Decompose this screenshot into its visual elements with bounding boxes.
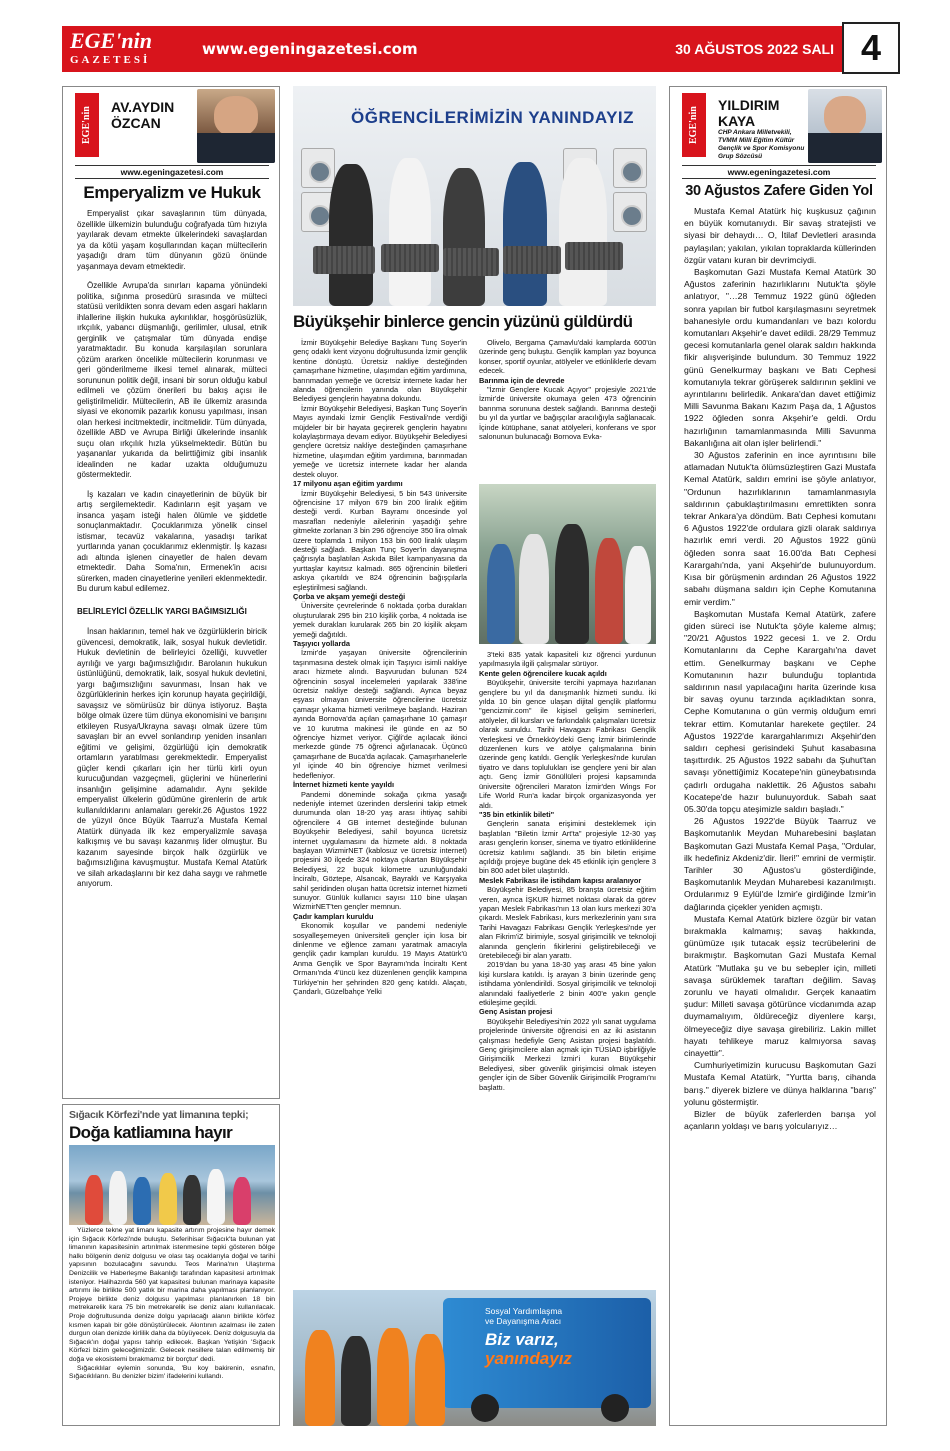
author-name-line1: YILDIRIM [718, 97, 780, 113]
students-laundry-photo [293, 86, 656, 306]
masthead [62, 26, 900, 72]
student [503, 162, 547, 306]
column-logo: EGE'nin GAZETESİ [682, 93, 706, 157]
main-article-col2-bottom [479, 650, 656, 1286]
paragraph: İş kazaları ve kadın cinayetlerinin de büyük bir artış sergilemektedir. Kadınların eşit yaşam ve insanca yaşam isteği halen ölümle ve şiddetle sonuçlanmaktadır. Çocuklarımıza yönelik cinsel istismar, tecavüz vakalarına, yasadışı tarikat yurtlarında yanan çocuklarımız eklenmiştir. İş kazası adı altında işlenen cinayetler de halen devam etmektedir. Daha Soma'nın, Ermenek'in acısı sürerken, maden cinayetlerine yenileri eklenmektedir. Bu durum kabul edilemez. [77, 489, 267, 593]
site-url[interactable]: www.egeningazetesi.com [202, 40, 418, 58]
section-subhead: Genç Asistan projesi [479, 1007, 553, 1017]
student [443, 168, 485, 306]
section-subhead: Barınma için de devrede [479, 375, 565, 385]
author-title: CHP Ankara Milletvekili, TVMM Milli Eğitim Kültür Gençlik ve Spor Komisyonu Grup Sözcüsü [718, 129, 805, 160]
author-photo [197, 89, 275, 163]
author-name [718, 97, 779, 129]
students-meeting-photo [479, 484, 656, 644]
section-subhead: Taşıyıcı yollarda [293, 639, 350, 648]
story-title: Doğa katliamına hayır [69, 1123, 233, 1142]
section-subhead: "35 bin etkinlik bileti" [479, 809, 555, 819]
photo-banner: ÖĞRENCİLERİMİZİN YANINDAYIZ [351, 108, 635, 127]
issue-date: 30 AĞUSTOS 2022 SALI [675, 41, 834, 57]
story-body [69, 1227, 275, 1382]
paragraph: İzmir'de yaşayan üniversite öğrencilerinin taşınmasına destek olmak için Taşıyıcı isimli nakliye aracı hizmete alındı. Başvurudan bulunan 524 öğrencinin sosyal incelemeleri yapılarak 338'ine ücretsiz nakliye desteği sağlandı. Ayrıca beyaz eşyası olmayan üniversite öğrencilerine ücretsiz çamaşır yıkama hizmeti verilmeye başlandı. Haziran ayında Bornova'da açılan çamaşırhane 10 çamaşır ve 10 kurutma makinesi ile günde en az 50 öğrenciye hizmet veriyor. Çiğli'de açılacak ikinci merkezde günde 75 öğrenci ağırlanacak. Üçüncü çamaşırhane de Buca'da açılacak. Çamaşırhanelerle yıl içinde 40 bin öğrenciye hizmet verilmesi hedefleniyor. [293, 648, 467, 780]
paragraph: Yüzlerce tekne yat limanı kapasite artırım projesine hayır demek için Sığacık Körfezi'nde buluştu. Seferihisar Sığacık'ta bulunan yat limanının kapasitesinin artırılmak istenmesine tepki gösteren bölge halkı bölgenin deniz dolgusu ve olası taş ocaklarıyla doğal ve tarihi yapısının bozulacağını savundu. Teos Marina'nın Ulaştırma Denizcilik ve Haberleşme Bakanlığı tarafından kapasitesi artırılmak isteniyor. Halihazırda 560 yat kapasitesi bulunan marinaya kapasite artırımı ile birlikte 500 yatlık bir marina daha yapılması planlanıyor. Projeye birlikte deniz dolgusu yapılması planlanırken 18 bin metrekarelik kara 75 bin metrekarelik ise deniz alanı kullanılacak. Proje doğrultusunda denize dolgu yapılacağı alanın birlikte körfez kısmen kapalı bir göle dönüştürülecek. Akıntının azalması ile zaten durgun olan denizde kirlilik daha da büyüyecek. Deniz dolgusuyla da Sığacık'ın doğal yapısı tahrip edilecek. Başkan Yetişkin 'Sığacık Körfezi bizim geleceğimizdir. Gelecek nesillere talan edilmemiş bir doğa ve ekosistemi bırakmamız bir borçtur' dedi. [69, 1227, 275, 1363]
story-kicker: Sığacık Körfezi'nde yat limanına tepki; [69, 1109, 249, 1121]
paragraph: 26 Ağustos 1922'de Büyük Taarruz ve Başkomutanlık Meydan Muharebesini başlatan Başkomutan Gazi Mustafa Kemal Paşa, "Ordular, ilk hedefiniz Akdeniz'dir. İleri!" emrini de vermiştir. Tarihler 30 Ağustos'u gösterdiğinde, Başkomutanlık Meydan Muharebesi kazanılmıştı. Ordularımız 9 Eylül'de İzmir'e girdiğinde İzmir'in dağlarında çiçekler yeniden açmıştı. [684, 816, 876, 912]
section-subhead: Çadır kampları kuruldu [293, 911, 374, 921]
newspaper-logo [62, 26, 172, 72]
paragraph: Mustafa Kemal Atatürk bizlere özgür bir vatan bırakmakla kalmamış; savaş hakkında, günümüze ışık tutacak eşsiz tecrübelerini de bırakmıştır. Başkomutan Gazi Mustafa Kemal Atatürk "Mutlaka şu ve bu sebepler için, milleti savaşa sürüklemek taraftarı değilim. Savaş zorunlu ve hayati olmalıdır. Gerçek kanaatim şudur: Milleti savaşa götürünce vicdanımda azap duymamalıyım, öldüreceğiz diyenlere karşı, ölmeyeceğiz diye savaşa girebiliriz. Lakin millet hayatı tehlikeye maruz kalmıyorsa savaş cinayettir". [684, 913, 876, 1059]
article-title: Emperyalizm ve Hukuk [83, 183, 261, 202]
left-column-article [62, 86, 280, 1099]
author-photo [808, 89, 882, 163]
section-subhead: 17 milyonu aşan eğitim yardımı [293, 479, 403, 489]
paragraph: Büyükşehir Belediyesi, 85 branşta ücretsiz eğitim veren, ayrıca İŞKUR hizmet noktası olarak da görev yapan Meslek Fabrikası'nın 13 olan kurs merkezi 30'a çıkardı. Meslek Fabrikası, kurs merkezlerinin yanı sıra Tarihi Havagazı Fabrikası Gençlik Yerleşkesi'nde yer alan Fikrim'iZ birimiyle, sosyal girişimcilik ve teknoloji alanında gençlerin fikirlerini geliştirebileceği ve üretebileceği bir alan yarattı. [479, 885, 656, 960]
paragraph: Üniversite çevrelerinde 6 noktada çorba durakları oluşturularak 295 bin 210 kişilik çorba, 4 noktada ise yemek durakları kurularak 265 bin 20 kişilik akşam yemeği dağıtıldı. [293, 601, 467, 639]
van-label: Sosyal Yardımlaşma ve Dayanışma Aracı [485, 1306, 563, 1326]
paragraph: İzmir Büyükşehir Belediyesi, 5 bin 543 üniversite öğrencisine 17 milyon 679 bin 200 liralık eğitim desteği verdi. Kurban Bayramı öncesinde yol masrafları nedeniyle ailelerinin yaşadığı şehre gitmekte zorlanan 3 bin 296 öğrenciye 350 lira olmak üzere toplamda 1 milyon 153 bin 600 liralık ulaşım desteği sağladı. Başkan Tunç Soyer'in dayanışma çağrısıyla başlatılan Askıda Bilet kampanyasına da yurttaşlar kayıtsız kalmadı. 865 öğrencinin biletleri askıya çıkartıldı ve 824 öğrencinin bağışçılarla eşleştirilmesi sağlandı. [293, 488, 467, 592]
author-name [111, 99, 174, 131]
paragraph: 30 Ağustos zaferinin en ince ayrıntısını bile atlamadan Nutuk'ta ölümsüzleştiren Gazi Mustafa Kemal Atatürk, saldırı emrini ise şöyle anlatıyor, "Ordunun hazırlıklarının tamamlanmasıyla saldırının çabuklaştırılmasını emrettikten sonra tekrar Ankara'ya döndüm. Batı Cephesi komutanı 6 Ağustos 1922'de ordulara gizli olarak saldırıya hazırlık emri verdi. 20 Ağustos 1922 günü öğleden sonra saat 16.00'da Batı Cephesi Karargahı'nda, yani Akşehir'de bulunuyordum. Kısa bir görüşmenin ardından 26 Ağustos 1922 sabahı düşmana saldırı için Cephe Komutanına emir verdim." [684, 450, 876, 607]
paragraph: Cumhuriyetimizin kurucusu Başkomutan Gazi Mustafa Kemal Atatürk, "Yurtta barış, cihanda barış." diyerek bizlere ve dünya halklarına "barış" yolunu göstermiştir. [684, 1060, 876, 1107]
paragraph: Sığacıklılar eylemin sonunda, 'Bu koy bakirenin, esnafın, Sığacıklıların. Bu denizler bizim' ifadelerini kullandı. [69, 1364, 275, 1381]
main-article-col1 [293, 338, 467, 1288]
right-column-article [669, 86, 887, 1426]
paragraph: Başkomutan Gazi Mustafa Kemal Atatürk 30 Ağustos zaferinin hazırlıklarını Nutuk'ta şöyle anlatıyor, "…28 Temmuz 1922 günü öğleden sonra yapılan bir futbol karşılaşmasını seyretmek bahanesiyle ordu kumandanları ve bazı kolordu komutanları Akşehir'e davet edildi. 28/29 Temmuz gecesi komutanlarla genel olarak saldırı hakkında fikir alışverişinde bulundum. 30 Temmuz 1922 günü Genelkurmay başkanı ve Batı Cephesi komutanıyla tekrar görüşerek saldırının şeklini ve ayrıntılarını belirledik. Ankara'dan davet ettiğimiz Milli Savunma Bakanı Kazım Paşa da, 1 Ağustos 1922 öğleden sonra Akşehir'e geldi. Ordu hazırlığının tamamlanmasında Milli Savunma Bakanlığına ait olan işler belirlendi." [684, 267, 876, 448]
paragraph: 3'teki 835 yatak kapasiteli kız öğrenci yurdunun yapılmasıyla ilgili çalışmalar sürüyor. [479, 650, 656, 669]
protest-photo [69, 1145, 275, 1225]
column-logo: EGE'nin GAZETESİ [75, 93, 99, 157]
author-name-line1: AV.AYDIN [111, 99, 175, 115]
section-subhead: Meslek Fabrikası ile istihdam kapısı aralanıyor [479, 875, 642, 885]
author-name-line2: ÖZCAN [111, 115, 161, 131]
paragraph: İnsan haklarının, temel hak ve özgürlüklerin biricik güvencesi, demokratik, laik, sosyal hukuk devletidir. Hukuk devletinin de belirleyici özelliği, kuvvetler ayrılığı ve yargı bağımsızlığıdır. Barolanın hukukun üstünlüğünü, demokratik, laik, sosyal hukuk devletini, yargı bağımsızlığını savunması, İnsan hak ve özgürlüklerinin herkes için korunup hayata geçirildiği, savaşsız ve sömürüsüz bir dünya istiyoruz. Başta bölge olmak üzere tüm dünya ekonomisini ve barışını etkileyen Rusya/Ukrayna savaşı olmak üzere tüm savaşları bir an evvel sonlandırıp yeniden insanları eğitimi ve gelişimi, özgürlüğü için demokratik ortamların yaratılması gerekmektedir. Emperyalist güçler kendi çıkarları için her türlü kirli oyun kurucuğundan vazgeçmeli, güçlerini ve hünerlerini insanlığın gelişimine adamalıdır. Aynı şekilde emperyalist ülkelerin güdümüne girenlerin de artık kullanıldıklarını anlamaları gerekir.26 Ağustos 1922 de yüzyıl önce Büyük Taarruz'a Mustafa Kemal Atatürk dünyada ilk kez emperyalizmle savaşa kalkışmış ve bu savaşı kazanmış lider olmuştur. Bu kazanım sayesinde birçok halk özgürlük ve bağımsızlığına kavuşmuştur. Mustafa Kemal Atatürk ve silah arkadaşlarını bir kez daha saygı ve rahmetle anıyorum. [77, 627, 267, 888]
paragraph: İzmir Büyükşehir Belediye Başkanı Tunç Soyer'in genç odaklı kent vizyonu doğrultusunda İzmir gençlik kentine dönüştü. Ücretsiz nakliye desteğinden çamaşırhane hizmetine, ulaşımdan eğitim yardımına, barınmadan yemeğe ve ücretsiz internete kadar her alanda öğrencilerin yanında olan Büyükşehir Belediyesi gençlerin hayatına dokundu. [293, 338, 467, 404]
paragraph: Olivelo, Bergama Çamavlu'daki kamplarda 600'ün üzerinde genç buluştu. Gençlik kampları yaz boyunca konser, sportif oyunlar, atölyeler ve etkinliklerle devam edecek. [479, 338, 656, 376]
van-slogan: Biz varız, yanındayız [485, 1330, 572, 1368]
bottom-left-story [62, 1104, 280, 1426]
paragraph: Büyükşehir Belediyesi'nin 2022 yılı sanat uygulama projelerinde üniversite öğrencisi en az iki asistanın çalışması hedefiyle Genç Asistan projesi başlatıldı. Genç girişimcilere alan açmak için TÜSİAD işbirliğiyle Girişimcilik Merkezi İzmir'i kuran Büyükşehir Belediyesi, siber güvenlik girişimcisi olmak isteyen gençler için de Siber Güvenlik Girişimcilik Programı'nı başlattı. [479, 1016, 656, 1092]
logo-subtext: GAZETESİ [70, 54, 151, 66]
web-address: www.egeningazetesi.com [682, 165, 876, 179]
van-photo [293, 1290, 656, 1426]
van-wheel [471, 1394, 499, 1422]
section-subhead: Kente gelen öğrencilere kucak açıldı [479, 668, 607, 678]
section-subhead: Çorba ve akşam yemeği desteği [293, 591, 406, 601]
article-body [77, 209, 267, 899]
van-wheel [601, 1394, 629, 1422]
paragraph: Başkomutan Mustafa Kemal Atatürk, zafere giden süreci ise Nutuk'ta şöyle kaleme almış; "20/21 Ağustos 1922 gecesi 1. ve 2. Ordu Komutanlarını da Cephe Karargahı'na davet ettim. Genelkurmay başkanı ve Cephe Komutanının hazır bulunduğu toplantıda saldırının nasıl yapılacağını harita üzerinde kısa bir savaş oyunu tarzında açıkladıktan sonra, Cephe Komutanına o gün vermiş olduğum emri tekrar ettim. Komutanlar harekete geçtiler. 24 Ağustos 1922'de karargahlarımızı Akşehir'den saldırı cephesi gerisindeki Şuhut kasabasına taşıttırdık. 25 Ağustos 1922 sabahı da Şuhut'tan savaşı yönettiğimiz Kocatepe'nin güneybatısında çadırlı ordugaha naklettik. 26 Ağustos sabahı Kocatepe'de hazır bulunuyorduk. Sabah saat 05.30'da topçu ateşimizle saldırı başladı." [684, 608, 876, 814]
paragraph: Özellikle Avrupa'da sınırları kapama yönündeki politika, sığınma prosedürü sırasında ve mülteci statüsü verildikten sonra devam eden asgari hakların ihlallerine ilişkin hukuka aykırılıklar, hoşgörüsüzlük, ırkçılık, yabancı düşmanlığı, gerilimler, ulusal, etnik gerginlik ve çatışmalar tüm dünyada endişe yaratmaktadır. Bu konuda karşılaşılan sorunlara çözüm ararken öncelikle mültecilerin korunması ve geri gönderilmeme ilkesi temel alınarak, mülteci sorununun politik değil, insani bir sorun olduğu kabul edilmeli ve çözüm önerileri bu bakış açısı ile geliştirilmelidir. Mültecilerin, AB ile ülkemiz arasında siyasi ve ekonomik pazarlık konusu yapılması, insan olan herkesi incitmektedir, incitmelidir. Tüm dünyada, özellikle ABD ve Avrupa Birliği ülkelerinde insanlık suçu olan ırkçılık hızla yükselmektedir. Bütün bu yaşananlar yukarıda da belirttiğimiz gibi insanlık idealinden ne kadar uzakta olduğumuzu göstermektedir. [77, 281, 267, 479]
paragraph: Mustafa Kemal Atatürk hiç kuşkusuz çağının en büyük komutanıydı. Bir savaş stratejisti ve siyasi bir dehaydı… O, İtilaf Devletleri arasında paylaşılan; yakılan, yıkılan topraklarda küllerinden özgür vatanı kuran bir devrimciydi. [684, 206, 876, 265]
article-body [684, 205, 876, 1132]
paragraph: Gençlerin sanata erişimini desteklemek için başlatılan "Biletin İzmir Art'ta" projesiyle 12-30 yaş arası gençlerin konser, sinema ve tiyatro etkinliklerine ücretsiz katılımı sağlandı. 35 bin biletin erişime açıldığı projeye bugüne dek 45 etkinlik için gençlere 3 bin 800 adet bilet ulaştırıldı. [479, 819, 656, 876]
paragraph: İzmir Büyükşehir Belediyesi, Başkan Tunç Soyer'in Mayıs ayındaki İzmir Gençlik Festivali'nde verdiği müjdeler bir bir hayata geçirerek gençlerin hayatını kolaylaştırmaya devam ediyor. Büyükşehir Belediyesi gençlere ücretsiz nakliye desteğinden çamaşırhane hizmetine, ulaşımdan eğitim yardımına, barınmadan yemeğe ve ücretsiz internete kadar her alanda destek oluyor. [293, 403, 467, 479]
page-number: 4 [842, 22, 900, 74]
paragraph: "İzmir Gençlere Kucak Açıyor" projesiyle 2021'de İzmir'de üniversite okumaya gelen 473 öğrencinin barınma sorununa destek sağlandı. Barınma desteği bu yıl da yurtlar ve bağışçılar aracılığıyla sağlanacak. İçinde kütüphane, sanat atölyeleri, konferans ve spor salonunun bulunacağı Bornova Evka- [479, 385, 656, 442]
main-headline: Büyükşehir binlerce gencin yüzünü güldürdü [293, 312, 633, 331]
logo-text: EGE'nin [70, 28, 152, 53]
paragraph: Ekonomik koşullar ve pandemi nedeniyle sosyalleşemeyen üniversiteli gençler için kısa bir dinlenme ve eğlence zamanı yaratmak amacıyla gençlik çadır kampları kuruldu. 19 Mayıs Atatürk'ü Anma Gençlik ve Spor Bayramı'nda İnciraltı Kent Ormanı'nda 4'üncü kez düzenlenen gençlik kampına Türkiye'nin her şehrinden 820 genç katıldı. Alaçatı, Çandarlı, Güzelbahçe Yelki [293, 921, 467, 997]
web-address: www.egeningazetesi.com [75, 165, 269, 179]
section-subhead: İnternet hizmeti kente yayıldı [293, 780, 395, 790]
student [389, 158, 431, 306]
main-article-col2-top [479, 338, 656, 478]
paragraph: Büyükşehir, üniversite tercihi yapmaya hazırlanan gençlere bu yıl da danışmanlık hizmeti sundu. İki yılda 10 bin gence ulaşan dijital gençlik platformu "gencizmir.com" ile kişisel gelişim seminerleri, atölyeler, dil kursları ve farkındalık çalışmaları ücretsiz olarak sunuldu. Tarihi Havagazı Fabrikası Gençlik Yerleşkesi ve Örnekköy'deki Genç İzmir birimlerinde düzenlenen kurs ve atölye çalışmalarına binin üzerinde genç katıldı. Gençlik Yerleşkesi'nde kurulan tiyatro ve dans toplulukları ise gençlere yeni bir alan açtı. Genç İzmir Gönüllüleri projesi kapsamında üniversite öğrencileri Maraton İzmir'den Wings For Life World Run'a kadar birçok organizasyonda yer aldı. [479, 678, 656, 810]
student [329, 164, 373, 306]
article-subhead: BELİRLEYİCİ ÖZELLİK YARGI BAĞIMSIZLIĞI [77, 606, 247, 616]
author-name-line2: KAYA [718, 113, 756, 129]
paragraph: 2019'dan bu yana 18-30 yaş arası 45 bine yakın kişi kurslara katıldı. İş arayan 3 binin üzerinde genç istihdama yönlendirildi. Sosyal girişimcilik ve teknoloji alanındaki faaliyetlerle 2 binin 400'e yakın gençle etkileşime geçildi. [479, 960, 656, 1008]
article-title: 30 Ağustos Zafere Giden Yol [685, 183, 873, 199]
paragraph: Bizler de büyük zaferlerden barışa yol açanların yoldaşı ve barış yolcularıyız… [684, 1109, 876, 1132]
paragraph: Pandemi döneminde sokağa çıkma yasağı nedeniyle internet üzerinden derslerini takip etmek durumunda olan 18-20 yaş arası ihtiyaç sahibi öğrencilere 4 GB internet desteğinde bulunan Büyükşehir Belediyesi, sahil boyunca ücretsiz internet uygulamasını da hizmete aldı. 8 noktada başlayan WizmirNET (kablosuz ve ücretsiz internet) projesini 30 ilçede 324 noktaya çıkartan Büyükşehir Belediyesi, 22 buçuk kilometre uzunluğundaki İnciraltı, Göztepe, Alsancak, Bayraklı ve Karşıyaka sahil şeridinden oluşan hatta ücretsiz internet hizmeti sunuyor. Günlük kullanıcı sayısı 110 bine ulaşan WizmirNET'ten gençler memnun. [293, 789, 467, 912]
paragraph: Emperyalist çıkar savaşlarının tüm dünyada, özellikle ülkemizin bulunduğu coğrafyada tüm hızıyla yayılarak devam etmekte ülkelerindeki savaşlardan ya da kötü yaşam koşullarından kaçan mültecilerin yaşadığı dram tüm dünyanın gözü önünde yaşanmaya devam etmektedir. [77, 209, 267, 271]
student [559, 158, 607, 306]
